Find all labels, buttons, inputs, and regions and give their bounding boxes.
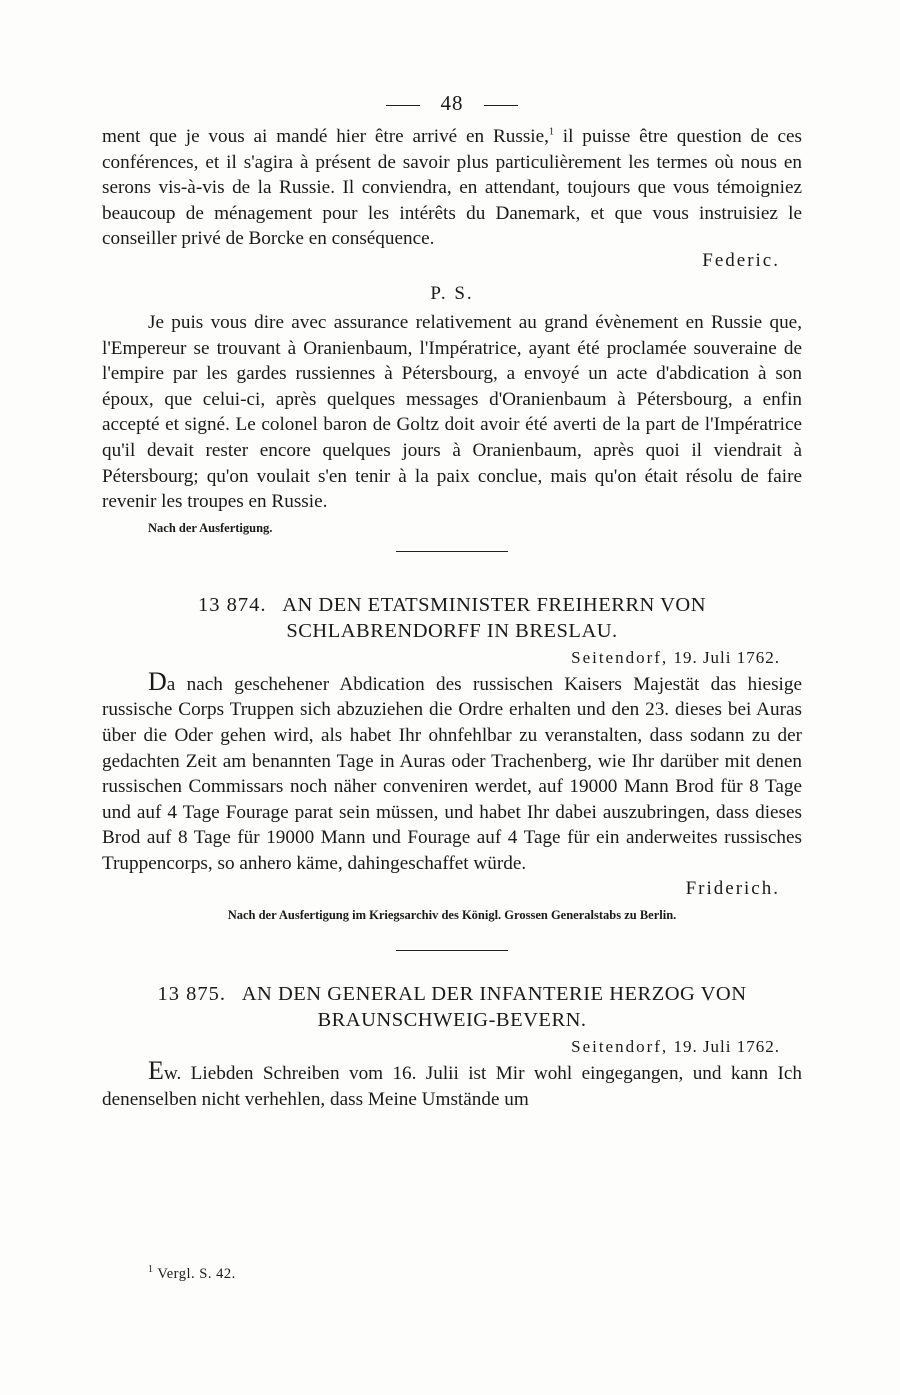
- page: [102, 88, 802, 1113]
- letter-13875-heading-line2: BRAUNSCHWEIG-BEVERN.: [317, 1009, 587, 1032]
- letter-13875-heading: [102, 981, 802, 1033]
- page-header: [102, 88, 802, 124]
- letter-13875-heading-line1: AN DEN GENERAL DER INFANTERIE HERZOG VON: [241, 983, 747, 1006]
- letter-13874-heading-line1: AN DEN ETATSMINISTER FREIHERRN VON: [282, 593, 707, 616]
- footnote-mark: 1: [148, 1264, 154, 1276]
- page-number: 48: [440, 91, 464, 115]
- letter-13875-number: 13 875.: [157, 983, 226, 1006]
- header-dash-right: [484, 105, 518, 106]
- letter-13875-dropcap: E: [148, 1056, 164, 1086]
- letter-13875-place: Seitendorf,: [571, 1037, 669, 1057]
- postscript-source: Nach der Ausfertigung.: [148, 520, 273, 535]
- footnote-ref-mark: 1: [548, 126, 554, 138]
- letter-13874-source: Nach der Ausfertigung im Kriegsarchiv des Königl. Grossen Generalstabs zu Berlin.: [227, 908, 677, 923]
- footnote: [148, 1266, 236, 1283]
- letter-13874-number: 13 874.: [197, 593, 267, 616]
- signature-federic: Federic.: [702, 249, 780, 271]
- signature-friderich: Friderich.: [685, 878, 780, 900]
- letter-13875-dateline: [102, 1035, 802, 1059]
- footnote-text: Vergl. S. 42.: [157, 1266, 236, 1282]
- letter-13874-text: [102, 666, 802, 877]
- letter-end-text: [102, 124, 802, 252]
- letter-13875-text: [102, 1056, 802, 1112]
- postscript-text: Je puis vous dire avec assurance relativement au grand évènement en Russie que, l'Empereur se trouvant à Oranienbaum, l'Impératrice, ayant été proclamée souveraine de l'empire par les gardes russiennes à Pétersbourg, a envoyé un acte d'abdication à son époux, que celui-ci, après quelques messages d'Oranienbaum à Pétersbourg, a enfin accepté et signé. Le colonel baron de Goltz doit avoir été averti de la part de l'Impératrice qu'il devait rester encore quelques jours à Oranienbaum, après quoi il viendrait à Pétersbourg; qu'on voulait s'en tenir à la paix conclue, mais qu'on était résolu de faire revenir les troupes en Russie.: [102, 311, 802, 513]
- letter-13874-dateline: [102, 646, 802, 670]
- letter-13875-body: w. Liebden Schreiben vom 16. Julii ist Mir wohl eingegangen, und kann Ich denenselben nicht verhehlen, dass Meine Umstände um: [102, 1063, 802, 1111]
- letter-end-body-rest: il puisse être question de ces conférences, et il s'agira à présent de savoir plus particulièrement les termes où nous en serons vis-à-vis de la Russie. Il conviendra, en attendant, toujours que vous témoigniez beaucoup de ménagement pour les intérêts du Danemark, et que vous instruisiez le conseiller privé de Borcke en conséquence.: [102, 126, 802, 250]
- letter-13874-date: 19. Juli 1762.: [673, 647, 780, 667]
- letter-13875-date: 19. Juli 1762.: [673, 1037, 780, 1057]
- header-dash-left: [386, 105, 420, 106]
- letter-13874-dropcap: D: [148, 666, 167, 696]
- letter-13874-heading-line2: SCHLABRENDORFF IN BRESLAU.: [286, 619, 618, 642]
- postscript-heading: P. S.: [430, 282, 474, 304]
- letter-end-body: ment que je vous ai mandé hier être arrivé en Russie,: [102, 126, 549, 147]
- letter-13874-heading: [102, 592, 802, 644]
- letter-13874-body: a nach geschehener Abdication des russischen Kaisers Majestät das hiesige russische Corps Truppen sich abzuziehen die Ordre erhalten und den 23. dieses bei Auras über die Oder gehen wird, als habet Ihr ohnfehlbar zu veranstalten, dass sodann zu der gedachten Zeit am benannten Tage in Auras oder Trachenberg, wie Ihr darüber mit denen russischen Commissars noch näher conveniren werdet, auf 19000 Mann Brod für 8 Tage und auf 4 Tage Fourage parat sein müssen, und habet Ihr dabei auszubringen, dass dieses Brod auf 8 Tage für 19000 Mann und Fourage auf 4 Tage für ein anderweites russisches Truppencorps, so anhero käme, dahingeschaffet würde.: [102, 673, 802, 874]
- letter-13874-place: Seitendorf,: [571, 647, 669, 667]
